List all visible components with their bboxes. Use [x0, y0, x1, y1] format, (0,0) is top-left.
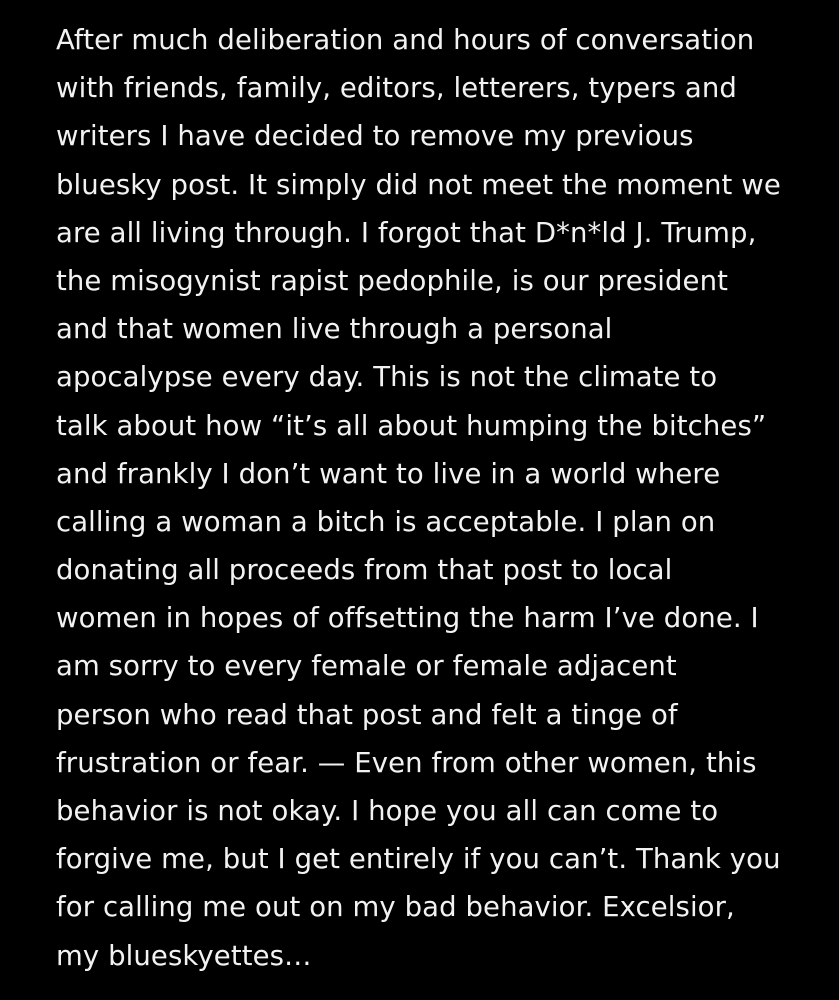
note-line-10: and frankly I don’t want to live in a world where [56, 457, 721, 490]
note-line-11: calling a woman a bitch is acceptable. I plan on [56, 505, 716, 538]
note-line-16: frustration or fear. — Even from other women, this [56, 746, 757, 779]
note-line-17: behavior is not okay. I hope you all can come to [56, 795, 719, 827]
note-line-2: with friends, family, editors, letterers, typers and [56, 72, 737, 105]
note-line-18: forgive me, but I get entirely if you can’t. Thank you [56, 843, 781, 876]
note-line-14: am sorry to every female or female adjacent [56, 650, 677, 683]
note-line-4: bluesky post. It simply did not meet the moment we [56, 168, 781, 201]
note-line-3: writers I have decided to remove my previous [56, 120, 694, 153]
note-line-12: donating all proceeds from that post to local [56, 554, 673, 587]
note-line-19: for calling me out on my bad behavior. Excelsior, [56, 891, 735, 924]
note-body [56, 16, 781, 980]
note-line-7: and that women live through a personal [56, 313, 613, 346]
note-line-8: apocalypse every day. This is not the climate to [56, 361, 718, 394]
note-line-13: women in hopes of offsetting the harm I’ve done. I [56, 602, 759, 635]
note-line-6: the misogynist rapist pedophile, is our president [56, 264, 728, 297]
note-line-15: person who read that post and felt a tinge of [56, 698, 678, 731]
note-line-9: talk about how “it’s all about humping the bitches” [56, 409, 767, 442]
note-line-20: my blueskyettes… [56, 939, 312, 972]
note-line-1: After much deliberation and hours of conversation [56, 24, 755, 56]
note-line-5: are all living through. I forgot that D*n*ld J. Trump, [56, 216, 757, 249]
